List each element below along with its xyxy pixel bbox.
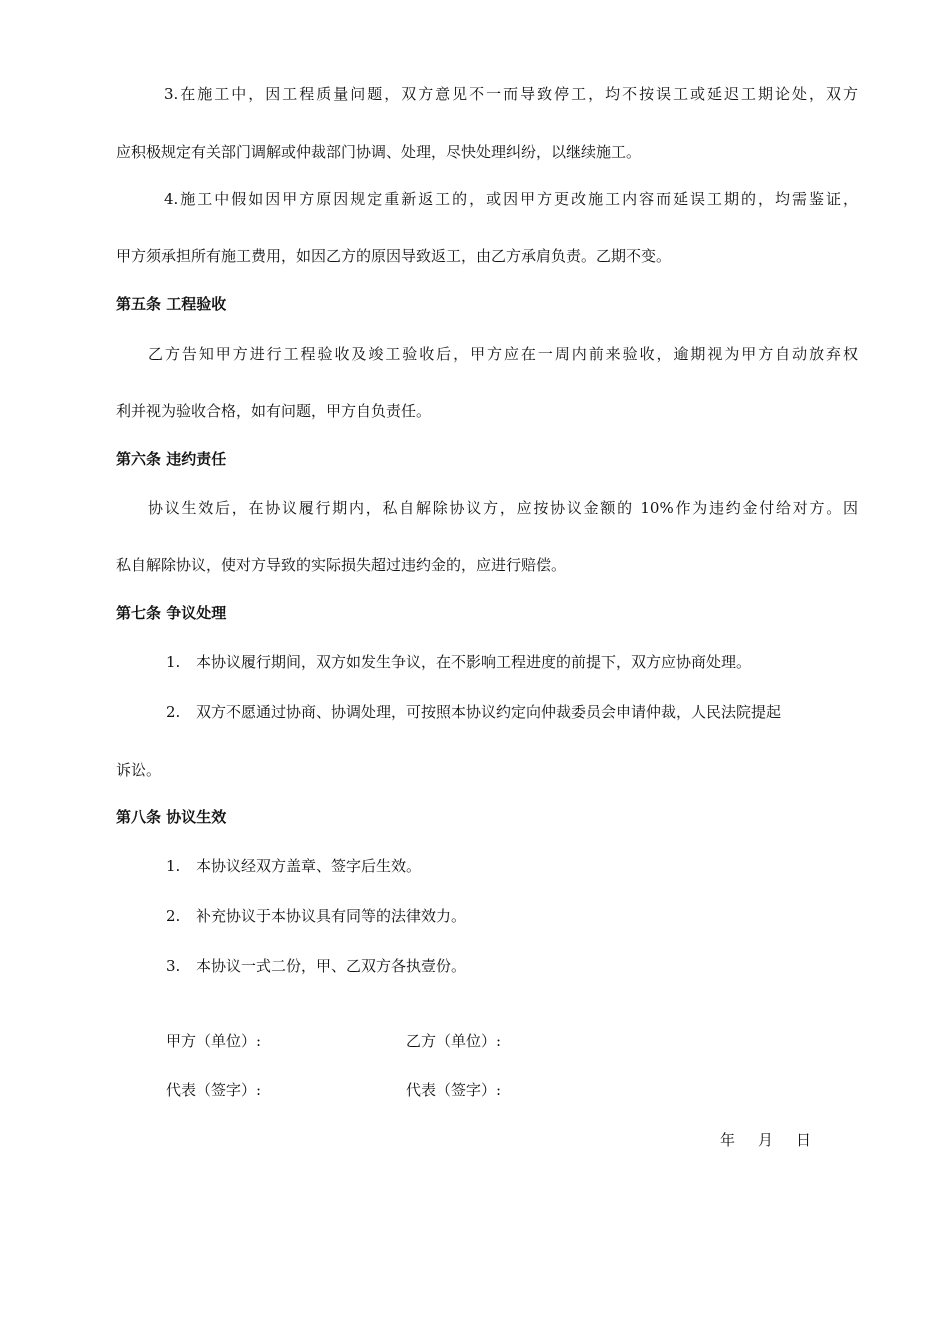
clause7-item2 [166, 702, 858, 722]
clause6-heading: 第六条 违约责任 [116, 450, 227, 468]
list-text: 本协议一式二份，甲、乙双方各执壹份。 [196, 957, 467, 975]
party-b-rep-label: 代表（签字）: [406, 1081, 502, 1099]
date-month-label: 月 [758, 1131, 774, 1149]
date-year-label: 年 [720, 1131, 736, 1149]
clause7-item2-cont: 诉讼。 [116, 761, 162, 779]
list-number: 1. [166, 857, 181, 875]
clause8-item2 [166, 906, 466, 926]
date-day-label: 日 [796, 1131, 812, 1149]
clause8-heading: 第八条 协议生效 [116, 808, 227, 826]
list-text: 补充协议于本协议具有同等的法律效力。 [196, 907, 467, 925]
clause4-item3-line1: 3.在施工中，因工程质量问题，双方意见不一而导致停工，均不按误工或延迟工期论处，双方 [164, 85, 858, 103]
list-text: 双方不愿通过协商、协调处理，可按照本协议约定向仲裁委员会申请仲裁，人民法院提起 [196, 703, 782, 721]
list-number: 2. [166, 907, 181, 925]
clause5-line1: 乙方告知甲方进行工程验收及竣工验收后，甲方应在一周内前来验收，逾期视为甲方自动放弃权 [148, 345, 858, 363]
party-b-unit-label: 乙方（单位）: [406, 1032, 502, 1050]
clause7-heading: 第七条 争议处理 [116, 604, 227, 622]
clause4-item4-line2: 甲方须承担所有施工费用，如因乙方的原因导致返工，由乙方承肩负责。乙期不变。 [116, 247, 672, 265]
clause6-line1: 协议生效后，在协议履行期内，私自解除协议方，应按协议金额的 10%作为违约金付给对方。因 [148, 499, 858, 517]
clause8-item3 [166, 956, 466, 976]
list-number: 2. [166, 703, 181, 721]
clause7-item1 [166, 652, 751, 672]
party-a-rep-label: 代表（签字）: [166, 1081, 262, 1099]
clause4-item4-line1: 4.施工中假如因甲方原因规定重新返工的，或因甲方更改施工内容而延误工期的，均需鉴证， [164, 190, 858, 208]
list-number: 1. [166, 653, 181, 671]
list-number: 3. [166, 957, 181, 975]
clause8-item1 [166, 856, 421, 876]
clause6-line2: 私自解除协议，使对方导致的实际损失超过违约金的，应进行赔偿。 [116, 556, 567, 574]
party-a-unit-label: 甲方（单位）: [166, 1032, 262, 1050]
list-text: 本协议经双方盖章、签字后生效。 [196, 857, 422, 875]
clause4-item3-line2: 应积极规定有关部门调解或仲裁部门协调、处理，尽快处理纠纷，以继续施工。 [116, 143, 642, 161]
clause5-line2: 利并视为验收合格，如有问题，甲方自负责任。 [116, 402, 432, 420]
clause5-heading: 第五条 工程验收 [116, 295, 227, 313]
list-text: 本协议履行期间，双方如发生争议，在不影响工程进度的前提下，双方应协商处理。 [196, 653, 752, 671]
